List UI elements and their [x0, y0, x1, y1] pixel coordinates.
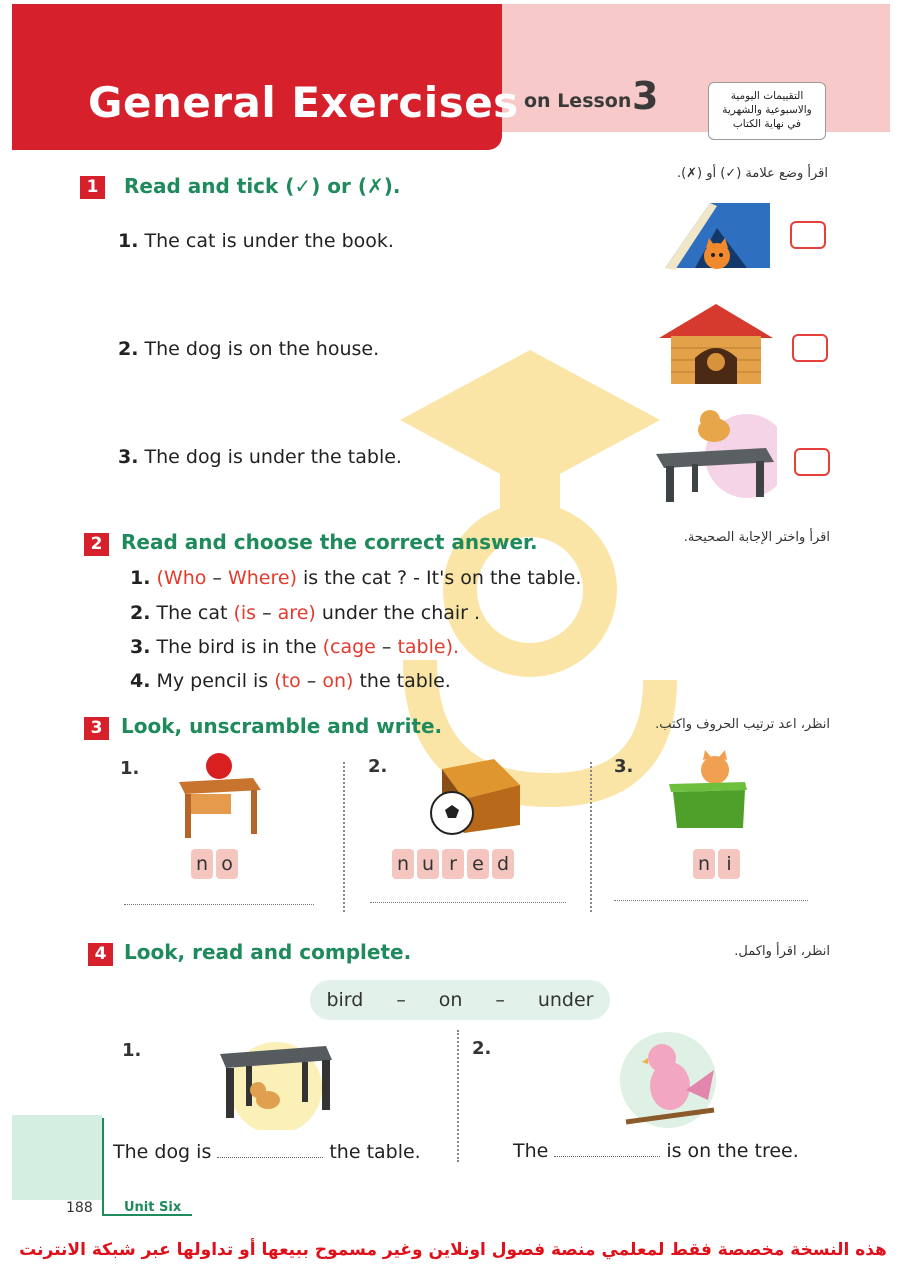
item-pre: My pencil is — [156, 670, 275, 692]
exercise-1-arabic: اقرأ وضع علامة (✓) أو (✗). — [676, 166, 828, 181]
bird-on-branch-icon — [618, 1030, 722, 1130]
cat-in-box-icon — [665, 748, 751, 830]
sentence-pre: The dog is — [113, 1141, 212, 1163]
word-bank-word: bird — [326, 989, 364, 1011]
item-number: 2. — [130, 602, 151, 624]
exercise-3-title: Look, unscramble and write. — [121, 714, 443, 738]
ex3-letter-tiles-3 — [693, 849, 740, 879]
letter-tile: r — [442, 849, 464, 879]
word-bank-separator: – — [495, 989, 505, 1011]
choice-option-b[interactable]: are) — [277, 602, 316, 624]
choice-option-a[interactable]: (to — [274, 670, 301, 692]
ex1-item-1 — [118, 230, 394, 252]
copyright-notice: هذه النسخة مخصصة فقط لمعلمي منصة فصول اونلاين وغير مسموح ببيعها أو تداولها عبر شبكة الانترنت — [19, 1240, 887, 1260]
tick-box-1[interactable] — [790, 221, 826, 249]
letter-tile: n — [693, 849, 715, 879]
choice-option-b[interactable]: Where) — [227, 567, 297, 589]
letter-tile: o — [216, 849, 238, 879]
ex4-label-1: 1. — [122, 1040, 142, 1061]
ex3-label-2: 2. — [368, 756, 388, 777]
choice-option-a[interactable]: (cage — [322, 636, 376, 658]
ex4-sentence-2 — [513, 1140, 799, 1162]
sentence-post: is on the tree. — [666, 1140, 799, 1162]
letter-tile: u — [417, 849, 439, 879]
dog-on-house-icon — [655, 300, 777, 386]
watermark-logo-icon — [360, 330, 700, 850]
assessment-note-box — [708, 82, 826, 140]
tick-box-3[interactable] — [794, 448, 830, 476]
exercise-1-title: Read and tick (✓) or (✗). — [124, 174, 401, 198]
assessment-note-line: في نهاية الكتاب — [732, 118, 802, 130]
exercise-2-arabic: اقرأ واختر الإجابة الصحيحة. — [683, 530, 830, 545]
choice-separator: – — [256, 602, 278, 624]
choice-option-b[interactable]: table). — [397, 636, 460, 658]
blank-input[interactable] — [217, 1157, 323, 1158]
cat-under-book-icon — [655, 198, 780, 276]
ex3-label-1: 1. — [120, 758, 140, 779]
exercise-2-title: Read and choose the correct answer. — [121, 530, 538, 554]
item-number: 2. — [118, 338, 139, 360]
letter-tile: n — [392, 849, 414, 879]
item-number: 1. — [118, 230, 139, 252]
ex3-letter-tiles-1 — [191, 849, 238, 879]
item-pre: The cat — [156, 602, 234, 624]
choice-option-a[interactable]: (Who — [156, 567, 207, 589]
ex3-divider — [590, 762, 592, 912]
letter-tile: i — [718, 849, 740, 879]
lesson-number: 3 — [632, 74, 659, 118]
footer-band — [12, 1115, 102, 1200]
choice-separator: – — [300, 670, 323, 692]
ex3-answer-line-1[interactable] — [124, 904, 314, 905]
ball-next-to-box-icon — [424, 755, 524, 837]
choice-separator: – — [375, 636, 398, 658]
assessment-note-line: التقييمات اليومية — [730, 90, 804, 102]
header-band-pink — [490, 4, 890, 132]
item-post: the table. — [353, 670, 451, 692]
item-text: The cat is under the book. — [144, 230, 394, 252]
item-post: is the cat ? - It's on the table. — [296, 567, 582, 589]
ex4-sentence-1 — [113, 1141, 421, 1163]
ex2-item-4 — [130, 670, 451, 692]
ball-on-table-icon — [175, 752, 263, 840]
item-number: 4. — [130, 670, 151, 692]
word-bank-word: under — [537, 989, 594, 1011]
dog-under-table-icon — [216, 1030, 336, 1130]
letter-tile: e — [467, 849, 489, 879]
sentence-post: the table. — [329, 1141, 421, 1163]
sentence-pre: The — [513, 1140, 549, 1162]
page-number: 188 — [66, 1200, 93, 1216]
ex1-item-2 — [118, 338, 379, 360]
page-title: General Exercises — [88, 78, 519, 127]
item-number: 1. — [130, 567, 151, 589]
word-bank-word: on — [438, 989, 463, 1011]
exercise-3-arabic: انظر، اعد ترتيب الحروف واكتب. — [655, 717, 830, 732]
exercise-4-arabic: انظر، اقرأ واكمل. — [734, 944, 830, 959]
letter-tile: d — [492, 849, 514, 879]
item-number: 3. — [130, 636, 151, 658]
ex2-item-1 — [130, 567, 581, 589]
ex2-item-3 — [130, 636, 459, 658]
word-bank-separator: – — [396, 989, 406, 1011]
exercise-3-badge: 3 — [84, 717, 109, 740]
choice-separator: – — [206, 567, 228, 589]
ex3-label-3: 3. — [614, 756, 634, 777]
word-bank — [310, 980, 610, 1020]
item-number: 3. — [118, 446, 139, 468]
assessment-note-line: والاسبوعية والشهرية — [722, 104, 812, 116]
unit-label: Unit Six — [124, 1200, 182, 1215]
ex4-divider — [457, 1030, 459, 1162]
item-pre: The bird is in the — [156, 636, 323, 658]
ex4-label-2: 2. — [472, 1038, 492, 1059]
item-post: under the chair . — [315, 602, 481, 624]
ex3-answer-line-3[interactable] — [614, 900, 808, 901]
ex2-item-2 — [130, 602, 480, 624]
item-text: The dog is on the house. — [144, 338, 380, 360]
exercise-4-badge: 4 — [88, 943, 113, 966]
blank-input[interactable] — [554, 1156, 660, 1157]
exercise-4-title: Look, read and complete. — [124, 940, 412, 964]
footer-rule — [102, 1118, 104, 1214]
header-band-red — [12, 4, 502, 150]
ex3-divider — [343, 762, 345, 912]
ex3-letter-tiles-2 — [392, 849, 514, 879]
ex3-answer-line-2[interactable] — [370, 902, 566, 903]
ex1-item-3 — [118, 446, 402, 468]
choice-option-b[interactable]: on) — [322, 670, 354, 692]
exercise-1-badge: 1 — [80, 176, 105, 199]
tick-box-2[interactable] — [792, 334, 828, 362]
letter-tile: n — [191, 849, 213, 879]
item-text: The dog is under the table. — [144, 446, 402, 468]
choice-option-a[interactable]: (is — [233, 602, 257, 624]
dog-on-table-icon — [652, 406, 777, 506]
exercise-2-badge: 2 — [84, 533, 109, 556]
lesson-label: on Lesson — [524, 90, 632, 112]
